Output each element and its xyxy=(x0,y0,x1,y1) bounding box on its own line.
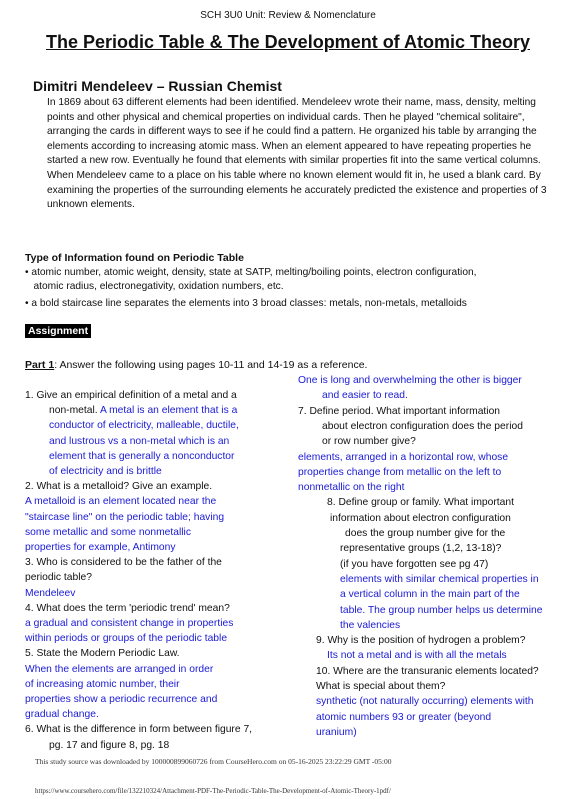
right-line: properties change from metallic on the left to xyxy=(298,466,502,478)
left-line xyxy=(25,540,176,555)
info-heading: Type of Information found on Periodic Table xyxy=(25,252,244,264)
left-line xyxy=(25,631,227,646)
left-line xyxy=(25,692,217,707)
line-answer: A metal is an element that is a xyxy=(97,405,238,417)
left-line xyxy=(25,570,92,585)
line-text: and lustrous vs a non-metal which is an xyxy=(49,435,230,447)
left-line xyxy=(49,738,169,753)
line-text: a gradual and consistent change in properties xyxy=(25,618,234,629)
line-text: A metalloid is an element located near the xyxy=(25,496,217,508)
right-line: elements with similar chemical properties in xyxy=(340,573,539,585)
left-line xyxy=(49,418,239,433)
right-line: representative groups (1,2, 13-18)? xyxy=(340,543,502,555)
source-url: https://www.coursehero.com/file/132210324/Attachment-PDF-The-Periodic-Table-The-Development-of-Atomic-Theory-1pdf/ xyxy=(35,787,391,795)
line-text: 2. What is a metalloid? Give an example. xyxy=(25,481,213,493)
left-line xyxy=(25,555,222,570)
line-text: non-metal. xyxy=(49,405,98,417)
left-line xyxy=(25,616,233,631)
right-line: 10. Where are the transuranic elements located? xyxy=(316,665,539,677)
right-line: 8. Define group or family. What important xyxy=(327,497,514,509)
left-line xyxy=(25,479,212,494)
right-line: Its not a metal and is with all the metals xyxy=(327,650,507,662)
left-line xyxy=(25,722,252,737)
right-line: uranium) xyxy=(316,726,357,738)
left-line xyxy=(25,601,230,616)
right-line: synthetic (not naturally occurring) elements with xyxy=(316,696,534,708)
left-line xyxy=(25,646,180,661)
right-line: or row number give? xyxy=(322,436,416,448)
course-header: SCH 3U0 Unit: Review & Nomenclature xyxy=(200,10,376,21)
assignment-label: Assignment xyxy=(25,324,91,338)
right-line: One is long and overwhelming the other is bigger xyxy=(298,375,522,386)
right-line: What is special about them? xyxy=(316,681,446,692)
left-line xyxy=(25,494,216,509)
line-text: periodic table? xyxy=(25,572,92,584)
left-line xyxy=(25,707,99,722)
line-text: properties for example, Antimony xyxy=(25,542,176,553)
part1-instructions xyxy=(25,359,367,371)
right-line: information about electron configuration xyxy=(330,512,511,524)
right-line: (if you have forgotten see pg 47) xyxy=(340,558,489,570)
line-text: conductor of electricity, malleable, ductile, xyxy=(49,420,239,432)
left-line xyxy=(25,677,180,692)
bullet-item: • a bold staircase line separates the elements into 3 broad classes: metals, non-metals, metalloids xyxy=(25,298,467,309)
right-line: the valencies xyxy=(340,619,401,631)
line-text: of electricity and is brittle xyxy=(49,466,162,477)
right-line: and easier to read. xyxy=(322,390,408,402)
download-notice: This study source was downloaded by 100000899060726 from CourseHero.com on 05-16-2025 23:22:29 GMT -05:00 xyxy=(35,757,392,766)
line-text: of increasing atomic number, their xyxy=(25,678,180,690)
left-line xyxy=(49,449,234,464)
right-line: about electron configuration does the period xyxy=(322,420,523,432)
line-text: Mendeleev xyxy=(25,587,76,599)
bullet-item: atomic radius, electronegativity, oxidation numbers, etc. xyxy=(25,280,284,292)
line-text: pg. 17 and figure 8, pg. 18 xyxy=(49,739,170,751)
part1-text: : Answer the following using pages 10-11 and 14-19 as a reference. xyxy=(54,359,368,371)
left-line xyxy=(49,403,237,418)
line-text: "staircase line" on the periodic table; having xyxy=(25,511,225,523)
bullet-list xyxy=(25,266,565,293)
line-text: When the elements are arranged in order xyxy=(25,663,214,675)
part1-label: Part 1 xyxy=(25,359,55,371)
bullet-item: • atomic number, atomic weight, density, state at SATP, melting/boiling points, electron configuration, xyxy=(25,267,477,278)
page-title: The Periodic Table & The Development of Atomic Theory xyxy=(45,32,531,52)
left-line xyxy=(49,464,162,479)
left-line xyxy=(25,510,224,525)
line-text: 3. Who is considered to be the father of the xyxy=(25,557,222,569)
right-line: does the group number give for the xyxy=(345,528,506,539)
left-line xyxy=(25,388,237,403)
intro-paragraph: In 1869 about 63 different elements had been identified. Mendeleev wrote their name, mass, density, melting points and other physical and chemical properties on individual cards. Then he played "chemical solitaire", arranging the cards in different ways to see if he could find a pattern. He organized his table by arranging the elements according to increasing atomic mass. When an element appeared to have repeating properties he started a new row. Eventually he found that elements with similar properties fit into the same vertical columns. When Mendeleev came to a place on his table where no known element would fit in, he used a blank card. By examining the properties of the surrounding elements he accurately predicted the existence and properties of 3 unknown elements. xyxy=(47,97,547,211)
line-text: within periods or groups of the periodic table xyxy=(25,633,228,645)
line-text: 6. What is the difference in form between figure 7, xyxy=(25,724,253,736)
line-text: 5. State the Modern Periodic Law. xyxy=(25,648,180,660)
left-line xyxy=(25,525,191,540)
right-line: 9. Why is the position of hydrogen a problem? xyxy=(316,635,526,647)
left-line xyxy=(25,586,75,601)
line-text: gradual change. xyxy=(25,709,99,721)
line-text: properties show a periodic recurrence and xyxy=(25,694,218,705)
right-line: atomic numbers 93 or greater (beyond xyxy=(316,711,492,723)
left-line xyxy=(25,662,213,677)
line-text: some metallic and some nonmetallic xyxy=(25,526,191,538)
line-text: 1. Give an empirical definition of a metal and a xyxy=(25,390,237,401)
left-line xyxy=(49,434,229,449)
section-subtitle: Dimitri Mendeleev – Russian Chemist xyxy=(33,78,282,94)
line-text: element that is generally a nonconductor xyxy=(49,450,235,462)
right-line: 7. Define period. What important information xyxy=(298,405,501,417)
right-line: elements, arranged in a horizontal row, whose xyxy=(298,451,509,463)
line-text: 4. What does the term 'periodic trend' mean? xyxy=(25,602,230,614)
right-line: nonmetallic on the right xyxy=(298,482,405,494)
right-line: table. The group number helps us determine xyxy=(340,604,543,616)
right-line: a vertical column in the main part of the xyxy=(340,589,520,601)
